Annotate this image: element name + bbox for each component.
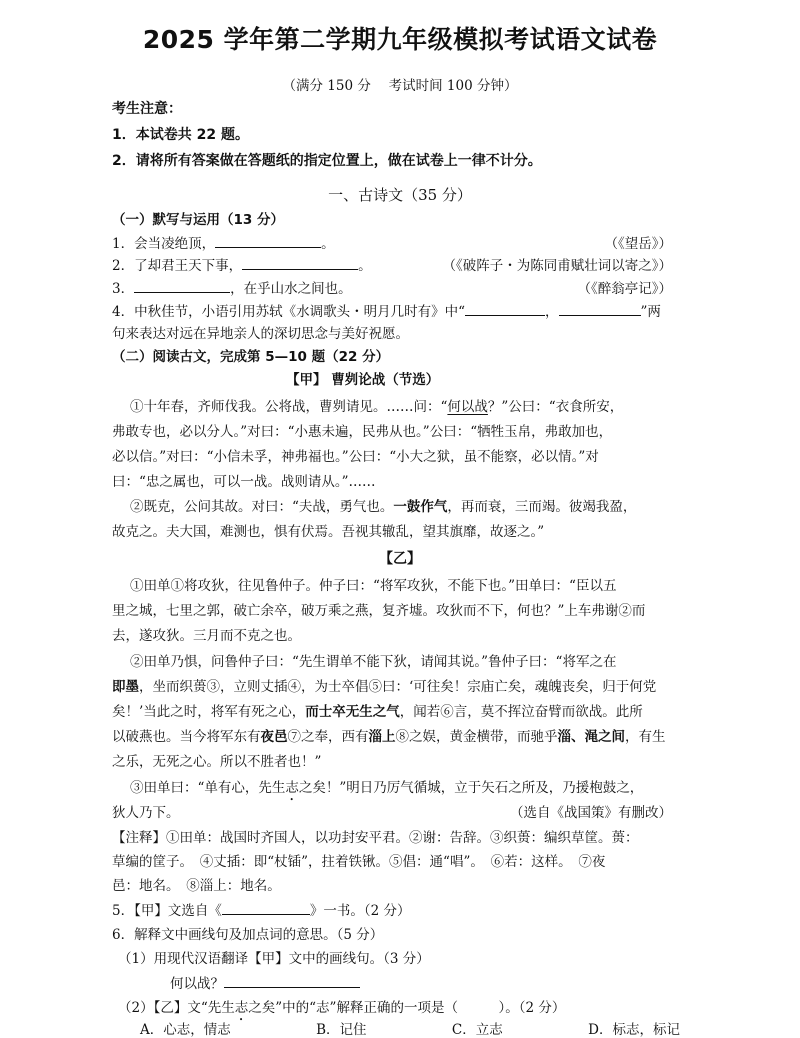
yi-p1-line-1: ①田单①将攻狄，往见鲁仲子。仲子曰：“将军攻狄，不能下也。”田单曰：“臣以五	[130, 578, 617, 594]
notice-item-2: 2．请将所有答案做在答题纸的指定位置上，做在试卷上一律不计分。	[112, 153, 542, 169]
yi-p2-line-5: 之乐，无死之心。所以不胜者也！”	[112, 754, 322, 770]
option-d: D．标志，标记	[588, 1022, 680, 1038]
yi-p1-line-3: 去，遂攻狄。三月而不克之也。	[112, 628, 301, 644]
yi-p3-line-2: 狄人乃下。	[112, 805, 180, 821]
question-1: 1．会当凌绝顶， 。	[112, 232, 335, 252]
question-2: 2．了却君王天下事， 。	[112, 254, 372, 274]
part2-heading: （二）阅读古文，完成第 5—10 题（22 分）	[112, 349, 390, 365]
notes-line-3: 邑：地名。 ⑧淄上：地名。	[112, 878, 281, 894]
question-3: 3． ，在乎山水之间也。	[112, 277, 352, 297]
page-subtitle: （满分 150 分 考试时间 100 分钟）	[282, 78, 518, 94]
question-4-line-1: 4．中秋佳节，小语引用苏轼《水调歌头・明月几时有》中“ ， ”两	[112, 300, 661, 320]
notes-line-2: 草编的筐子。 ④丈插：即“杖锸”，拄着铁锹。⑤倡：通“唱”。 ⑥若：这样。 ⑦夜	[112, 854, 606, 870]
jia-p2-line-2: 故克之。夫大国，难测也，惧有伏焉。吾视其辙乱，望其旗靡，故逐之。”	[112, 524, 545, 540]
section-title: 一、古诗文（35 分）	[328, 186, 472, 204]
question-3-source: （《醉翁亭记》）	[577, 281, 672, 297]
yi-p3-line-1: ③田单曰：“单有心，先生志之矣！”明日乃厉气循城，立于矢石之所及，乃援枹鼓之，	[130, 780, 644, 796]
page-title: 2025 学年第二学期九年级模拟考试语文试卷	[142, 25, 658, 54]
jia-title: 【甲】 曹刿论战（节选）	[286, 372, 440, 388]
question-6-options	[140, 1018, 680, 1038]
question-1-source: （《望岳》）	[604, 236, 672, 252]
jia-p1-line-2: 弗敢专也，必以分人。”对曰：“小惠未遍，民弗从也。”公曰：“牺牲玉帛，弗敢加也，	[112, 424, 613, 440]
part1-heading: （一）默写与运用（13 分）	[112, 212, 284, 228]
jia-p1-line-4: 曰：“忠之属也，可以一战。战则请从。”……	[112, 474, 376, 490]
option-b: B．记住	[316, 1022, 367, 1038]
yi-p2-line-3: 矣！’当此之时，将军有死之心，而士卒无生之气，闻若⑥言，莫不挥泣奋臂而欲战。此所	[112, 704, 643, 720]
option-a: A．心志，情志	[140, 1022, 231, 1038]
yi-p1-line-2: 里之城，七里之郭，破亡余卒，破万乘之燕，复齐墟。攻狄而不下，何也？”上车弗谢②而	[112, 603, 646, 619]
notice-heading: 考生注意：	[112, 101, 182, 117]
jia-p1-line-3: 必以信。”对曰：“小信未孚，神弗福也。”公曰：“小大之狱，虽不能察，必以情。”对	[112, 449, 599, 465]
question-6-sub-2: （2）【乙】文“先生志之矣”中的“志”解释正确的一项是（ ）。（2 分）	[118, 1000, 566, 1016]
notes-line-1: 【注释】①田单：战国时齐国人，以功封安平君。②谢：告辞。③织蒉：编织草筐。蒉：	[112, 830, 639, 846]
question-6-sub-1: （1）用现代汉语翻译【甲】文中的画线句。（3 分）	[118, 951, 430, 967]
jia-p1-line-1: ①十年春，齐师伐我。公将战，曹刿请见。……问：“何以战？”公曰：“衣食所安，	[130, 399, 624, 415]
yi-p2-line-1: ②田单乃惧，问鲁仲子曰：“先生谓单不能下狄，请闻其说。”鲁仲子曰：“将军之在	[130, 654, 617, 670]
yi-p2-line-4: 以破燕也。当今将军东有夜邑⑦之奉，西有淄上⑧之娱，黄金横带，而驰乎淄、渑之间，有生	[112, 729, 666, 745]
question-4-line-2: 句来表达对远在异地亲人的深切思念与美好祝愿。	[112, 326, 409, 342]
notice-item-1: 1．本试卷共 22 题。	[112, 127, 249, 143]
question-5: 5．【甲】文选自《 》一书。（2 分）	[112, 899, 410, 919]
question-2-source: （《破阵子・为陈同甫赋壮词以寄之》）	[442, 258, 672, 274]
yi-title: 【乙】	[379, 551, 421, 567]
yi-p2-line-2: 即墨，坐而织蒉③，立则丈插④，为士卒倡⑤曰：‘可往矣！宗庙亡矣，魂魄丧矣，归于何党	[112, 679, 657, 695]
question-6-stem: 6．解释文中画线句及加点词的意思。（5 分）	[112, 927, 384, 943]
question-6-answer-line: 何以战？	[170, 972, 360, 992]
option-c: C．立志	[451, 1022, 503, 1038]
jia-p2-line-1: ②既克，公问其故。对曰：“夫战，勇气也。一鼓作气，再而衰，三而竭。彼竭我盈，	[130, 499, 637, 515]
yi-source: （选自《战国策》有删改）	[510, 805, 672, 821]
